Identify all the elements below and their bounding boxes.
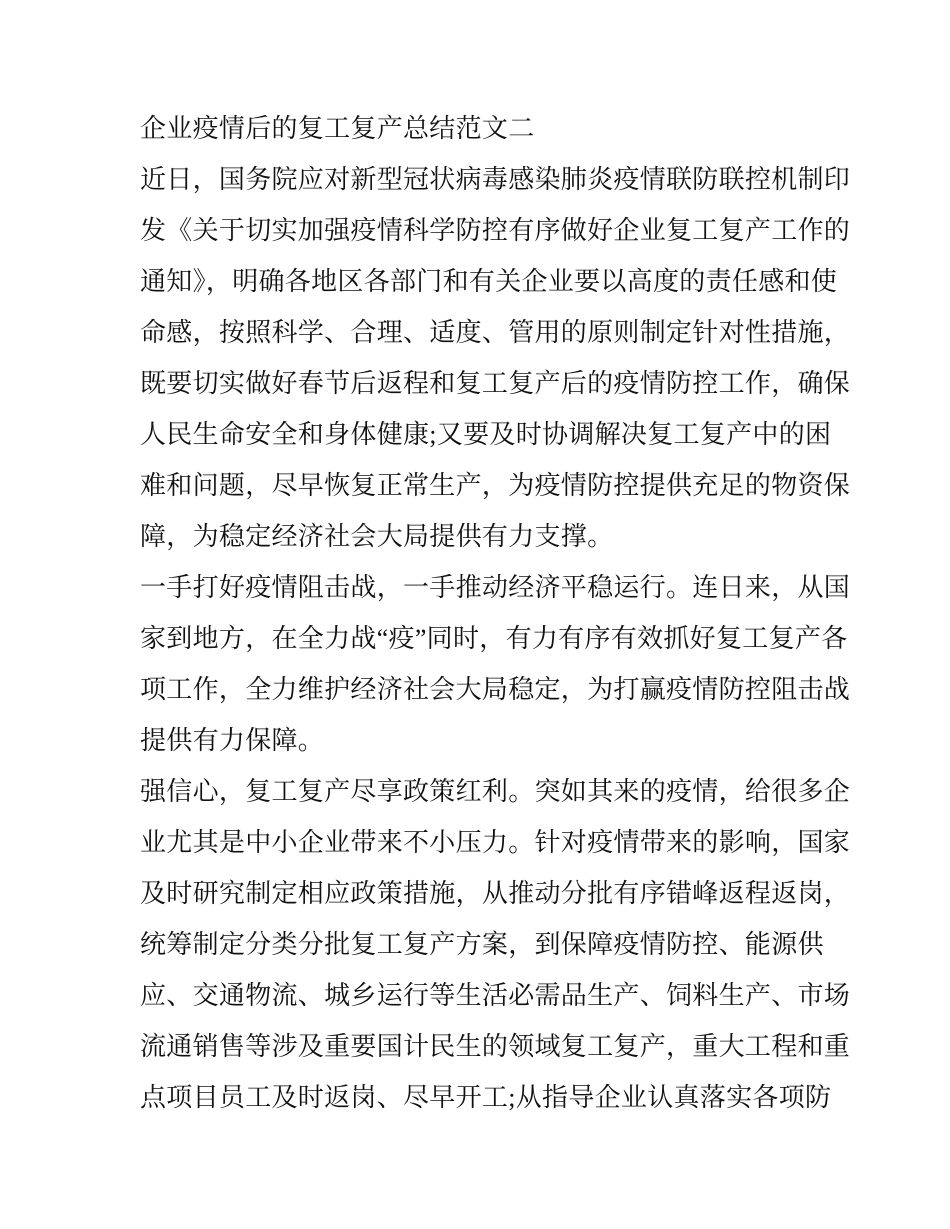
paragraph-line: 命感，按照科学、合理、适度、管用的原则制定针对性措施，	[140, 318, 851, 347]
paragraph-line: 点项目员工及时返岗、尽早开工;从指导企业认真落实各项防	[140, 1083, 832, 1112]
paragraph-line: 难和问题，尽早恢复正常生产，为疫情防控提供充足的物资保	[140, 471, 851, 500]
paragraph-line: 人民生命安全和身体健康;又要及时协调解决复工复产中的困	[140, 420, 832, 449]
paragraph-line: 近日，国务院应对新型冠状病毒感染肺炎疫情联防联控机制印	[140, 165, 851, 194]
paragraph-line: 发《关于切实加强疫情科学防控有序做好企业复工复产工作的	[140, 216, 851, 245]
document-page	[140, 103, 851, 1123]
paragraph-line: 通知》，明确各地区各部门和有关企业要以高度的责任感和使	[140, 267, 838, 296]
paragraph-line: 提供有力保障。	[140, 726, 325, 755]
paragraph-line: 及时研究制定相应政策措施，从推动分批有序错峰返程返岗，	[140, 879, 851, 908]
document-title: 企业疫情后的复工复产总结范文二	[140, 114, 535, 143]
paragraph	[140, 766, 851, 1123]
paragraph	[140, 562, 851, 766]
paragraph-line: 项工作，全力维护经济社会大局稳定，为打赢疫情防控阻击战	[140, 675, 851, 704]
paragraph-line: 家到地方，在全力战“疫”同时，有力有序有效抓好复工复产各	[140, 624, 848, 653]
paragraph-line: 障，为稳定经济社会大局提供有力支撑。	[140, 522, 614, 551]
paragraph-line: 业尤其是中小企业带来不小压力。针对疫情带来的影响，国家	[140, 828, 851, 857]
paragraph-line: 应、交通物流、城乡运行等生活必需品生产、饲料生产、市场	[140, 981, 851, 1010]
paragraph-line: 一手打好疫情阻击战，一手推动经济平稳运行。连日来，从国	[140, 573, 851, 602]
paragraph	[140, 154, 851, 562]
paragraph-line: 强信心，复工复产尽享政策红利。突如其来的疫情，给很多企	[140, 777, 851, 806]
paragraph-line: 统筹制定分类分批复工复产方案，到保障疫情防控、能源供	[140, 930, 824, 959]
paragraph-line: 流通销售等涉及重要国计民生的领域复工复产，重大工程和重	[140, 1032, 851, 1061]
document-body	[140, 154, 851, 1123]
paragraph-line: 既要切实做好春节后返程和复工复产后的疫情防控工作，确保	[140, 369, 851, 398]
